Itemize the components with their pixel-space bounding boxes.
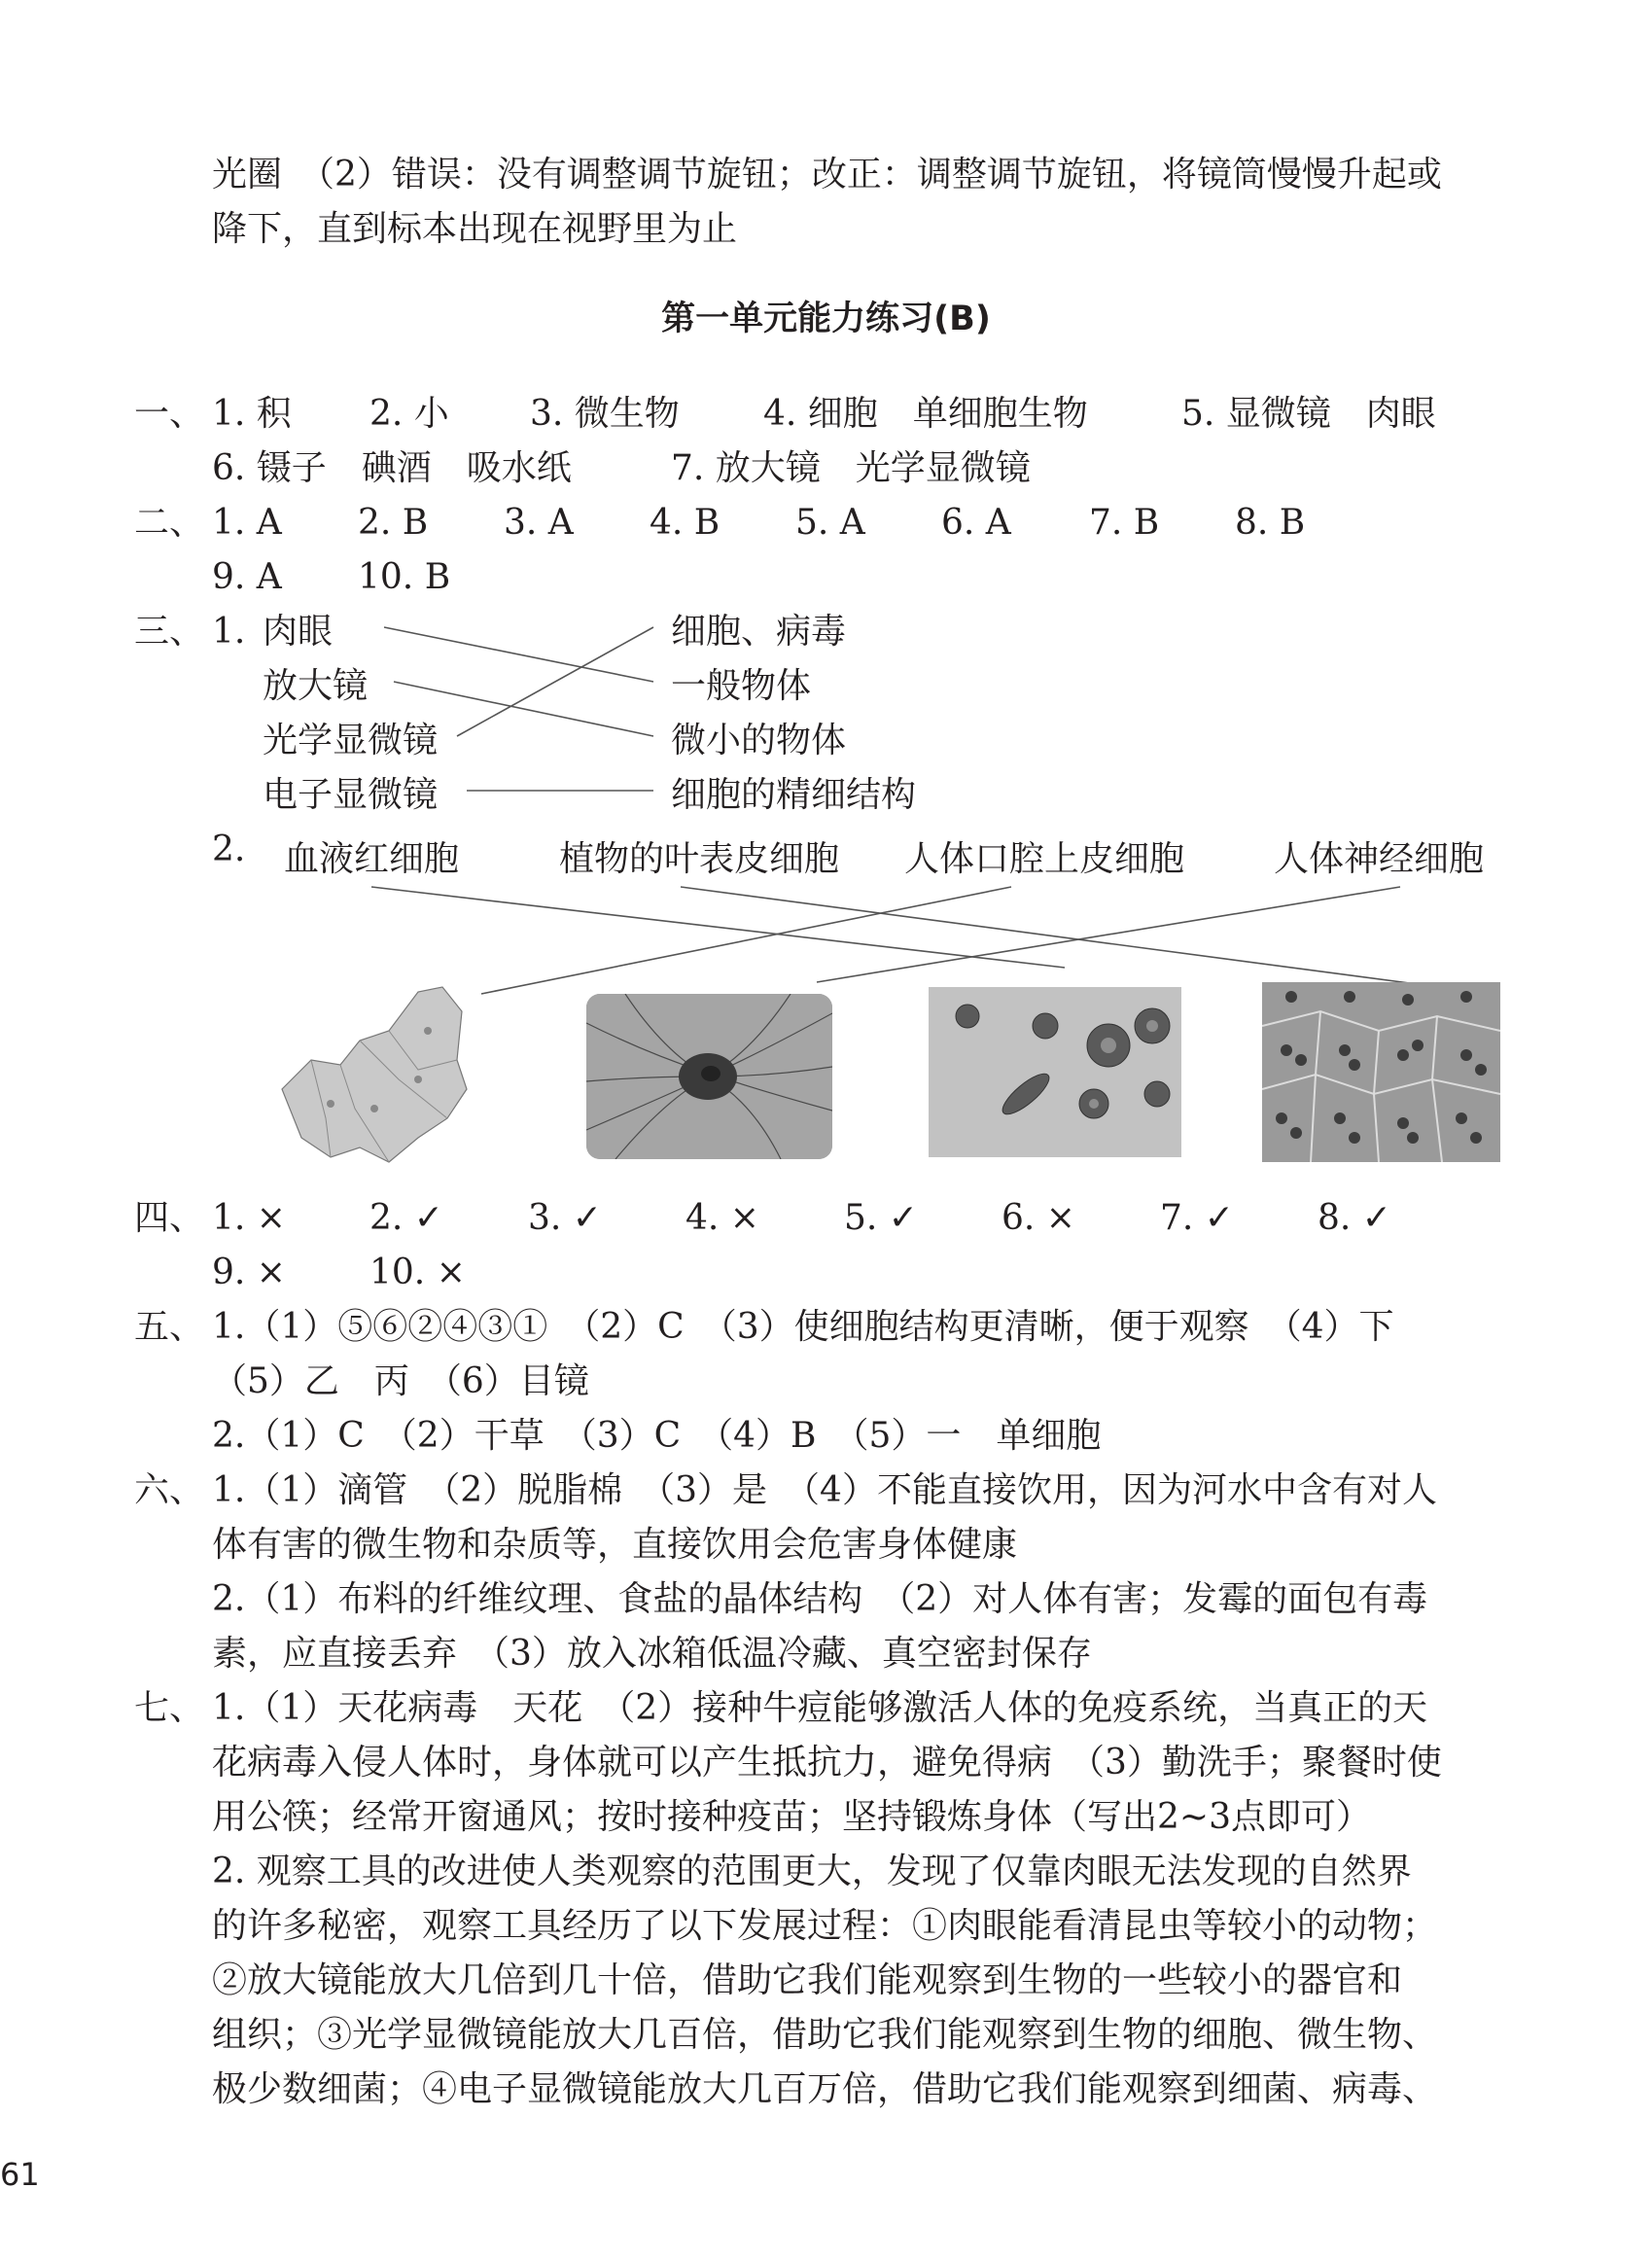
section-2-number: 二、: [134, 503, 205, 543]
answer-4-4: 4. ×: [685, 1198, 759, 1238]
section-3-number: 三、: [134, 612, 205, 652]
answer-4-6: 6. ×: [1002, 1198, 1075, 1238]
answer-4-3: 3. ✓: [528, 1198, 602, 1238]
answer-1-1: 1. 积: [212, 394, 292, 434]
answer-2-9: 9. A: [212, 557, 282, 597]
cell-label-4: 人体神经细胞: [1274, 839, 1485, 879]
answer-2-4: 4. B: [650, 503, 721, 543]
cell-label-3: 人体口腔上皮细胞: [904, 839, 1185, 879]
section-4-number: 四、: [134, 1198, 205, 1238]
section-1-number: 一、: [134, 394, 205, 434]
line-optical-cell-virus: [457, 627, 653, 736]
answer-2-3: 3. A: [504, 503, 574, 543]
match-left-1: 肉眼: [263, 612, 334, 652]
answer-1-5: 5. 显微镜 肉眼: [1181, 394, 1436, 434]
answer-4-5: 5. ✓: [844, 1198, 918, 1238]
answer-4-10: 10. ×: [369, 1253, 466, 1292]
cell-label-2: 植物的叶表皮细胞: [559, 839, 840, 879]
answer-1-3: 3. 微生物: [530, 394, 680, 434]
match-left-3: 光学显微镜: [263, 721, 439, 760]
intro-line-2: 降下，直到标本出现在视野里为止: [212, 209, 738, 249]
mouth-epithelial-image: [272, 972, 476, 1177]
answer-2-6: 6. A: [941, 503, 1011, 543]
match-right-2: 一般物体: [671, 666, 812, 706]
cell-label-1: 血液红细胞: [284, 839, 460, 879]
s7-line-6: ②放大镜能放大几倍到几十倍，借助它我们能观察到生物的一些较小的器官和: [212, 1960, 1403, 2000]
s5-line-3: 2.（1）C （2）干草 （3）C （4）B （5）一 单细胞: [212, 1416, 1102, 1456]
s7-line-4: 2. 观察工具的改进使人类观察的范围更大，发现了仅靠肉眼无法发现的自然界: [212, 1852, 1412, 1891]
s7-line-8: 极少数细菌；④电子显微镜能放大几百万倍，借助它我们能观察到细菌、病毒、: [212, 2069, 1438, 2109]
line-naked-eye-general: [384, 627, 653, 682]
answer-2-8: 8. B: [1235, 503, 1306, 543]
s6-line-4: 素，应直接丢弃 （3）放入冰箱低温冷藏、真空密封保存: [212, 1634, 1092, 1674]
answer-2-5: 5. A: [795, 503, 865, 543]
answer-2-10: 10. B: [358, 557, 451, 597]
line-magnifier-small: [394, 682, 653, 736]
s6-line-3: 2.（1）布料的纤维纹理、食盐的晶体结构 （2）对人体有害；发霉的面包有毒: [212, 1579, 1428, 1619]
s7-line-5: 的许多秘密，观察工具经历了以下发展过程：①肉眼能看清昆虫等较小的动物；: [212, 1906, 1438, 1946]
section-title: 第一单元能力练习(B): [661, 300, 991, 338]
section-7-number: 七、: [134, 1688, 205, 1728]
leaf-epidermis-image: [1262, 982, 1500, 1162]
s5-line-1: 1.（1）⑤⑥②④③① （2）C （3）使细胞结构更清晰，便于观察 （4）下: [212, 1307, 1394, 1347]
match-right-1: 细胞、病毒: [671, 612, 847, 652]
section-6-number: 六、: [134, 1470, 205, 1510]
s6-line-1: 1.（1）滴管 （2）脱脂棉 （3）是 （4）不能直接饮用，因为河水中含有对人: [212, 1470, 1437, 1510]
s7-line-2: 花病毒入侵人体时，身体就可以产生抵抗力，避免得病 （3）勤洗手；聚餐时使: [212, 1743, 1442, 1782]
answer-1-6: 6. 镊子 碘酒 吸水纸: [212, 448, 572, 488]
answer-2-7: 7. B: [1089, 503, 1160, 543]
answer-4-7: 7. ✓: [1160, 1198, 1234, 1238]
intro-line-1: 光圈 （2）错误：没有调整调节旋钮；改正：调整调节旋钮，将镜筒慢慢升起或: [212, 155, 1442, 194]
s6-line-2: 体有害的微生物和杂质等，直接饮用会危害身体健康: [212, 1525, 1018, 1565]
line-leaf: [681, 887, 1439, 987]
nerve-cell-image: [586, 994, 832, 1159]
section-5-number: 五、: [134, 1307, 205, 1347]
match-right-3: 微小的物体: [671, 721, 847, 760]
line-rbc: [371, 887, 1065, 968]
answer-4-9: 9. ×: [212, 1253, 286, 1292]
answer-4-2: 2. ✓: [369, 1198, 443, 1238]
red-blood-cell-image: [929, 987, 1181, 1157]
line-mouth: [481, 887, 1011, 994]
match-right-4: 细胞的精细结构: [671, 775, 917, 815]
match-left-4: 电子显微镜: [263, 775, 439, 815]
s7-line-1: 1.（1）天花病毒 天花 （2）接种牛痘能够激活人体的免疫系统，当真正的天: [212, 1688, 1428, 1728]
s7-line-7: 组织；③光学显微镜能放大几百倍，借助它我们能观察到生物的细胞、微生物、: [212, 2015, 1438, 2055]
answer-1-4: 4. 细胞 单细胞生物: [763, 394, 1088, 434]
line-nerve: [817, 887, 1400, 982]
q3-1-label: 1.: [212, 612, 246, 652]
answer-4-8: 8. ✓: [1318, 1198, 1391, 1238]
match-left-2: 放大镜: [263, 666, 369, 706]
s7-line-3: 用公筷；经常开窗通风；按时接种疫苗；坚持锻炼身体（写出2~3点即可）: [212, 1797, 1371, 1837]
answer-2-1: 1. A: [212, 503, 282, 543]
q3-2-label: 2.: [212, 829, 246, 869]
answer-1-7: 7. 放大镜 光学显微镜: [671, 448, 1031, 488]
page-number: 61: [0, 2156, 40, 2193]
answer-2-2: 2. B: [358, 503, 429, 543]
answer-4-1: 1. ×: [212, 1198, 286, 1238]
s5-line-2: （5）乙 丙 （6）目镜: [212, 1361, 589, 1401]
answer-1-2: 2. 小: [369, 394, 449, 434]
